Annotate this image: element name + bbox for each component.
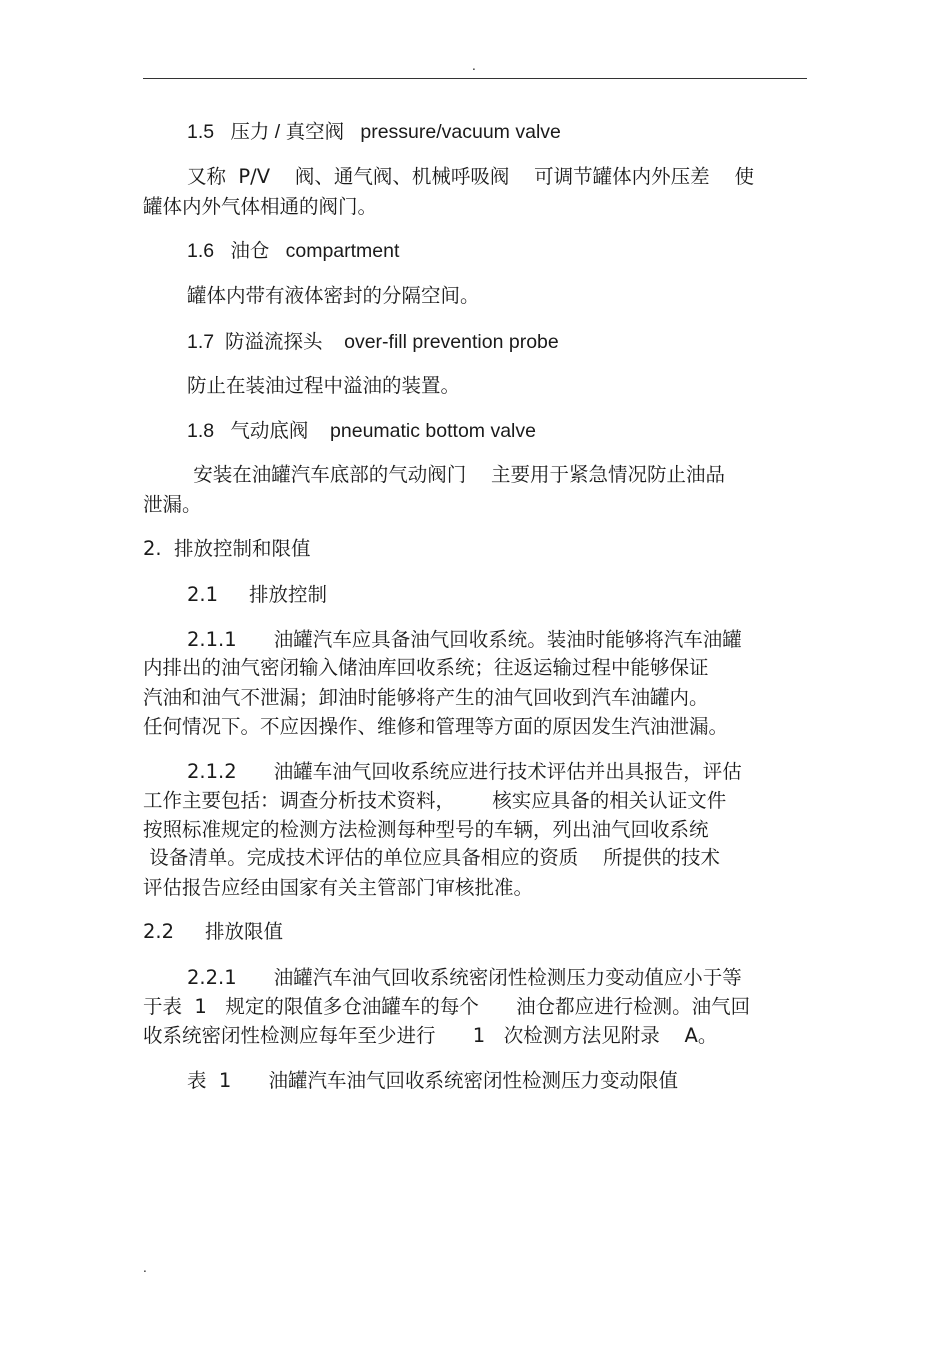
section-2-1-1-line-3: 汽油和油气不泄漏；卸油时能够将产生的油气回收到汽车油罐内。 — [143, 686, 709, 709]
section-2-2-1-line-3: 收系统密闭性检测应每年至少进行 1 次检测方法见附录 A。 — [143, 1024, 718, 1047]
table-1-caption: 表 1 油罐汽车油气回收系统密闭性检测压力变动限值 — [187, 1069, 678, 1092]
section-1-7-heading: 1.7 防溢流探头 over-fill prevention probe — [187, 331, 559, 353]
section-2-1-2-line-1: 2.1.2 油罐车油气回收系统应进行技术评估并出具报告，评估 — [187, 760, 742, 783]
section-2-2-1-line-2: 于表 1 规定的限值多仓油罐车的每个 油仓都应进行检测。油气回 — [143, 995, 751, 1018]
section-1-8-heading: 1.8 气动底阀 pneumatic bottom valve — [187, 420, 536, 442]
section-2-1-1-line-1: 2.1.1 油罐汽车应具备油气回收系统。装油时能够将汽车油罐 — [187, 628, 742, 651]
section-2-heading: 2. 排放控制和限值 — [143, 537, 311, 560]
section-1-5-text-line-2: 罐体内外气体相通的阀门。 — [143, 195, 378, 218]
section-1-5-text-line-1: 又称 P/V 阀、通气阀、机械呼吸阀 可调节罐体内外压差 使 — [187, 165, 754, 188]
section-1-6-text: 罐体内带有液体密封的分隔空间。 — [187, 284, 480, 307]
section-2-1-2-line-5: 评估报告应经由国家有关主管部门审核批准。 — [143, 876, 534, 899]
page-footer-mark: . — [143, 1261, 147, 1275]
section-2-1-2-line-2: 工作主要包括：调查分析技术资料， 核实应具备的相关认证文件 — [143, 789, 727, 812]
section-2-1-2-line-3: 按照标准规定的检测方法检测每种型号的车辆，列出油气回收系统 — [143, 818, 709, 841]
page-header-mark: . — [472, 59, 476, 73]
section-2-1-heading: 2.1 排放控制 — [187, 583, 328, 606]
header-divider — [143, 78, 807, 79]
section-1-6-heading: 1.6 油仓 compartment — [187, 240, 400, 262]
section-2-2-heading: 2.2 排放限值 — [143, 920, 284, 943]
section-1-5-heading: 1.5 压力 / 真空阀 pressure/vacuum valve — [187, 121, 561, 143]
section-1-8-text-line-2: 泄漏。 — [143, 493, 202, 516]
section-1-8-text-line-1: 安装在油罐汽车底部的气动阀门 主要用于紧急情况防止油品 — [187, 463, 725, 486]
section-1-7-text: 防止在装油过程中溢油的装置。 — [187, 374, 461, 397]
section-2-1-2-line-4: 设备清单。完成技术评估的单位应具备相应的资质 所提供的技术 — [143, 846, 720, 869]
section-2-2-1-line-1: 2.2.1 油罐汽车油气回收系统密闭性检测压力变动值应小于等 — [187, 966, 742, 989]
section-2-1-1-line-2: 内排出的油气密闭输入储油库回收系统；往返运输过程中能够保证 — [143, 656, 709, 679]
section-2-1-1-line-4: 任何情况下。不应因操作、维修和管理等方面的原因发生汽油泄漏。 — [143, 715, 729, 738]
